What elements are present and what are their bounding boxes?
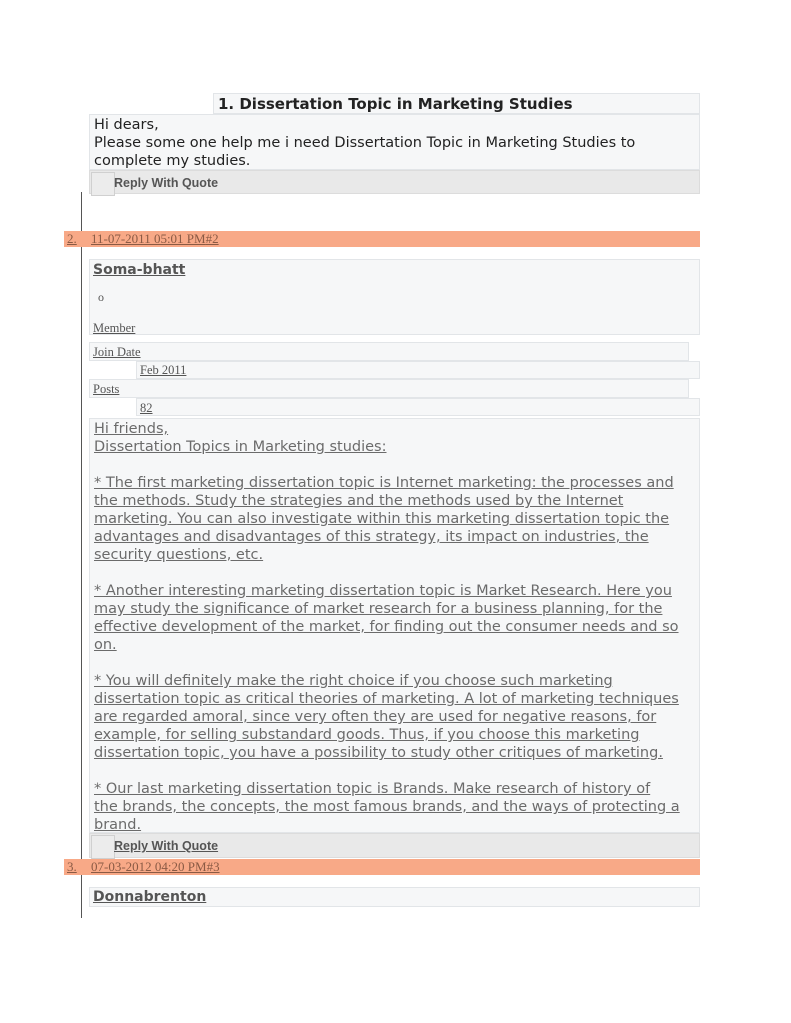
post-permalink[interactable] (91, 859, 220, 875)
user-info-panel (89, 887, 700, 907)
post-line: may study the significance of market research for a business planning, for the (94, 601, 663, 617)
post-line: security questions, etc. (94, 547, 264, 563)
post-line: dissertation topic, you have a possibility to study other critiques of marketing. (94, 745, 663, 761)
quote-icon (91, 835, 115, 859)
username-link[interactable]: Donnabrenton (93, 889, 207, 905)
post-line: * You will definitely make the right choice if you choose such marketing (94, 673, 613, 689)
join-date-row (89, 342, 689, 361)
posts-value-row (136, 398, 700, 416)
post-line: * Our last marketing dissertation topic is Brands. Make research of history of (94, 781, 651, 797)
post-number[interactable]: 2. (67, 231, 77, 246)
post-line: * Another interesting marketing dissertation topic is Market Research. Here you (94, 583, 672, 599)
post-line: example, for selling substandard goods. Thus, if you choose this marketing (94, 727, 640, 743)
post-id: #3 (206, 859, 220, 874)
first-post-line: Hi dears, (94, 117, 159, 133)
first-post-line: complete my studies. (94, 153, 251, 169)
quote-icon (91, 172, 115, 196)
paragraph-gap (94, 456, 696, 474)
join-date-value-row (136, 361, 700, 379)
post-line: marketing. You can also investigate within this marketing dissertation topic the (94, 511, 670, 527)
online-status-icon: o (98, 290, 104, 304)
post-line: dissertation topic as critical theories of marketing. A lot of marketing techniques (94, 691, 679, 707)
first-post-footer (89, 170, 700, 194)
post-permalink[interactable] (91, 231, 219, 247)
posts-value: 82 (140, 401, 153, 415)
reply-with-quote-button[interactable]: Reply With Quote (114, 839, 219, 853)
posts-row (89, 379, 689, 398)
reply-with-quote-button[interactable]: Reply With Quote (114, 176, 219, 190)
post-line: Dissertation Topics in Marketing studies: (94, 439, 387, 455)
post-body (89, 418, 700, 833)
post-line: are regarded amoral, since very often they are used for negative reasons, for (94, 709, 657, 725)
post-line: advantages and disadvantages of this strategy, its impact on industries, the (94, 529, 649, 545)
post-line: the methods. Study the strategies and the methods used by the Internet (94, 493, 624, 509)
posts-label: Posts (93, 382, 120, 396)
user-info-panel (89, 259, 700, 335)
post-datetime: 07-03-2012 04:20 PM (91, 859, 207, 874)
post-line: Hi friends, (94, 421, 169, 437)
first-post-line: Please some one help me i need Dissertation Topic in Marketing Studies to (94, 135, 636, 151)
post-footer (89, 833, 700, 858)
post-datetime: 11-07-2011 05:01 PM (91, 231, 206, 246)
thread-indent-line (81, 192, 82, 918)
user-role: Member (93, 321, 136, 335)
paragraph-gap (94, 564, 696, 582)
join-date-label: Join Date (93, 345, 141, 359)
post-id: #2 (205, 231, 219, 246)
thread-title: 1. Dissertation Topic in Marketing Studies (213, 93, 700, 114)
post-line: on. (94, 637, 117, 653)
post-line: effective development of the market, for finding out the consumer needs and so (94, 619, 679, 635)
post-line: the brands, the concepts, the most famous brands, and the ways of protecting a (94, 799, 680, 815)
username-link[interactable]: Soma-bhatt (93, 262, 186, 278)
post-header-bar (64, 859, 700, 875)
paragraph-gap (94, 654, 696, 672)
paragraph-gap (94, 762, 696, 780)
post-line: * The first marketing dissertation topic is Internet marketing: the processes and (94, 475, 674, 491)
post-header-bar (64, 231, 700, 247)
post-number[interactable]: 3. (67, 859, 77, 874)
post-line: brand. (94, 817, 142, 833)
first-post-body (89, 114, 700, 170)
join-date-value: Feb 2011 (140, 363, 187, 377)
